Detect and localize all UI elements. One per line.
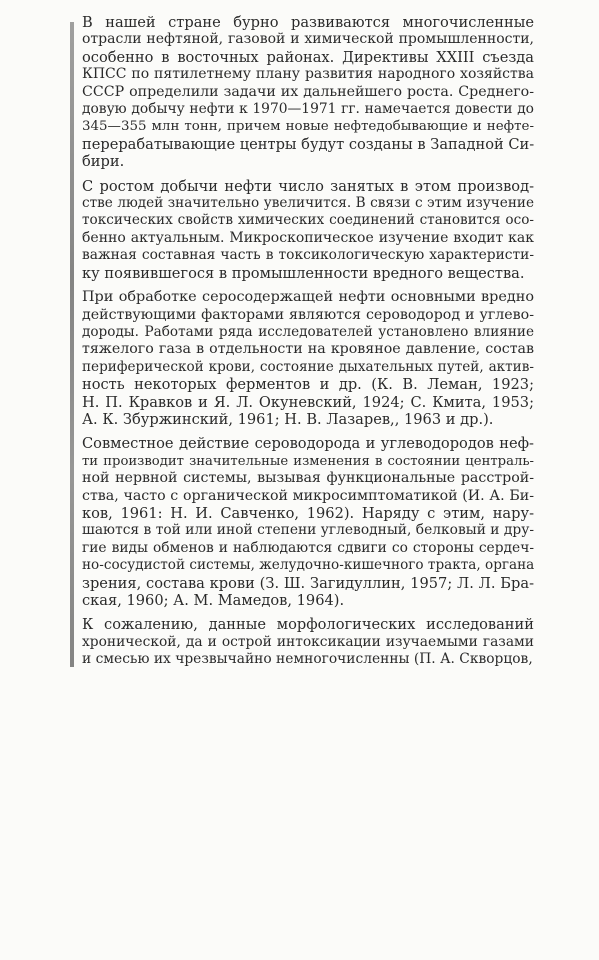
paragraph — [82, 435, 534, 609]
text-line: стве людей значительно увеличится. В связи с этим изучение — [82, 195, 534, 212]
text-line: особенно в восточных районах. Директивы XXIII съезда — [82, 48, 534, 66]
text-line: С ростом добычи нефти число занятых в этом производ- — [82, 177, 534, 195]
text-line: ность некоторых ферментов и др. (К. В. Леман, 1923; — [82, 376, 534, 394]
text-line: периферической крови, состояние дыхательных путей, актив- — [82, 358, 534, 375]
text-line: действующими факторами являются сероводород и углево- — [82, 306, 534, 323]
text-line: хронической, да и острой интоксикации изучаемыми газами — [82, 633, 534, 650]
paragraph — [82, 289, 534, 428]
text-line: бири. — [82, 153, 125, 171]
text-line: ков, 1961: Н. И. Савченко, 1962). Наряду с этим, нару- — [82, 504, 534, 522]
text-line: К сожалению, данные морфологических исследований — [82, 616, 534, 634]
text-line: отрасли нефтяной, газовой и химической промышленности, — [82, 31, 534, 48]
paragraph — [82, 14, 534, 171]
text-line: При обработке серосодержащей нефти основными вредно — [82, 289, 534, 306]
text-line: гие виды обменов и наблюдаются сдвиги со стороны сердеч- — [82, 539, 534, 556]
text-line: тяжелого газа в отдельности на кровяное давление, состав — [82, 341, 534, 358]
text-line: Совместное действие сероводорода и углеводородов неф- — [82, 435, 534, 453]
text-line: ская, 1960; А. М. Мамедов, 1964). — [82, 592, 345, 609]
text-line: но-сосудистой системы, желудочно-кишечного тракта, органа — [82, 557, 535, 574]
text-line: шаются в той или иной степени углеводный, белковый и дру- — [82, 522, 534, 539]
text-line: КПСС по пятилетнему плану развития народного хозяйства — [82, 66, 534, 83]
text-line: 345—355 млн тонн, причем новые нефтедобывающие и нефте- — [82, 119, 534, 135]
body-text — [82, 14, 534, 676]
text-line: и смесью их чрезвычайно немногочисленны (П. А. Скворцов, — [82, 651, 533, 668]
text-line: ти производит значительные изменения в состоянии централь- — [82, 453, 534, 469]
text-line: СССР определили задачи их дальнейшего роста. Среднего- — [82, 83, 534, 100]
paragraph — [82, 616, 534, 668]
text-line: А. К. Збуржинский, 1961; Н. В. Лазарев,, 1963 и др.). — [82, 410, 494, 428]
text-line: важная составная часть в токсикологическую характеристи- — [82, 247, 534, 264]
paragraph — [82, 178, 534, 282]
text-line: дороды. Работами ряда исследователей установлено влияние — [82, 323, 534, 340]
text-line: ной нервной системы, вызывая функциональные расстрой- — [82, 470, 534, 487]
text-line: зрения, состава крови (З. Ш. Загидуллин, 1957; Л. Л. Бра- — [82, 574, 534, 592]
text-line: перерабатывающие центры будут созданы в Западной Си- — [82, 135, 535, 153]
text-line: Н. П. Кравков и Я. Л. Окуневский, 1924; С. Кмита, 1953; — [82, 393, 534, 411]
text-line: ства, часто с органической микросимптоматикой (И. А. Би- — [82, 487, 534, 504]
text-line: токсических свойств химических соединений становится осо- — [82, 212, 534, 229]
text-line: довую добычу нефти к 1970—1971 гг. намечается довести до — [82, 101, 534, 118]
text-line: бенно актуальным. Микроскопическое изучение входит как — [82, 229, 534, 246]
text-line: ку появившегося в промышленности вредного вещества. — [82, 264, 525, 282]
margin-shadow — [70, 22, 74, 667]
text-line: В нашей стране бурно развиваются многочисленные — [82, 14, 534, 31]
